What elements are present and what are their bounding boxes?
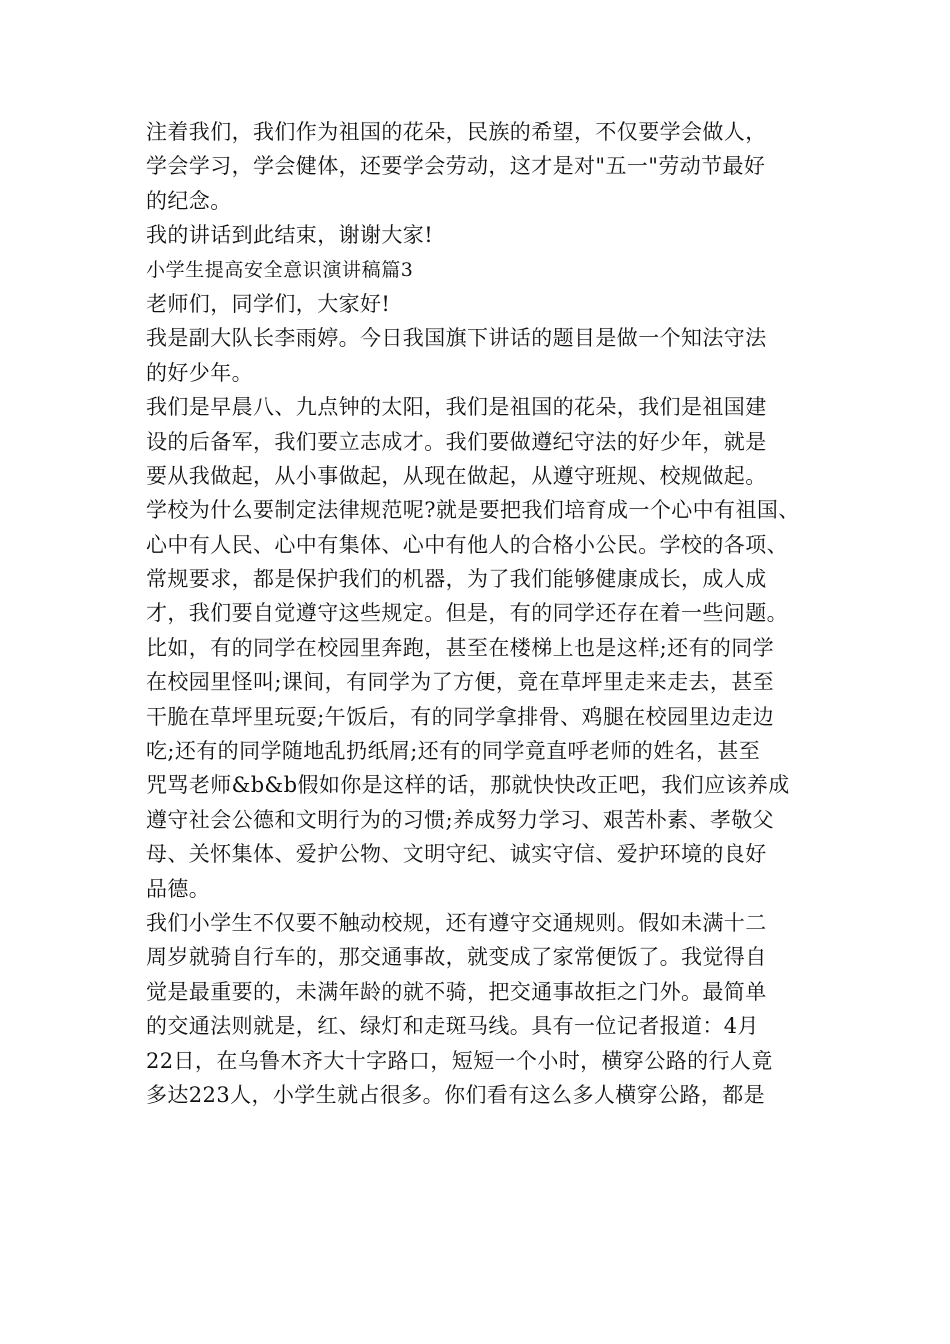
text-line: 咒骂老师&b&b假如你是这样的话，那就快快改正吧，我们应该养成 <box>146 773 790 798</box>
text-line: 常规要求，都是保护我们的机器，为了我们能够健康成长，成人成 <box>146 567 767 592</box>
document-body <box>146 115 826 1112</box>
section-heading: 小学生提高安全意识演讲稿篇3 <box>146 258 414 281</box>
text-line: 的纪念。 <box>146 188 232 213</box>
text-line: 才，我们要自觉遵守这些规定。但是，有的同学还存在着一些问题。 <box>146 601 788 626</box>
text-line: 的好少年。 <box>146 360 253 385</box>
text-line: 22日，在乌鲁木齐大十字路口，短短一个小时，横穿公路的行人竟 <box>146 1048 773 1073</box>
text-line: 心中有人民、心中有集体、心中有他人的合格小公民。学校的各项、 <box>146 532 788 557</box>
text-line: 母、关怀集体、爱护公物、文明守纪、诚实守信、爱护环境的良好 <box>146 842 767 867</box>
text-line: 我们是早晨八、九点钟的太阳，我们是祖国的花朵，我们是祖国建 <box>146 395 767 420</box>
text-line: 我的讲话到此结束，谢谢大家! <box>146 223 434 248</box>
text-line: 我是副大队长李雨婷。今日我国旗下讲话的题目是做一个知法守法 <box>146 326 767 351</box>
text-line: 设的后备军，我们要立志成才。我们要做遵纪守法的好少年，就是 <box>146 429 767 454</box>
text-line: 要从我做起，从小事做起，从现在做起，从遵守班规、校规做起。 <box>146 463 767 488</box>
text-line: 比如，有的同学在校园里奔跑，甚至在楼梯上也是这样;还有的同学 <box>146 635 775 660</box>
text-line: 遵守社会公德和文明行为的习惯;养成努力学习、艰苦朴素、孝敬父 <box>146 807 775 832</box>
text-line: 多达223人，小学生就占很多。你们看有这么多人横穿公路，都是 <box>146 1082 766 1107</box>
text-line: 在校园里怪叫;课间，有同学为了方便，竟在草坪里走来走去，甚至 <box>146 670 775 695</box>
text-line: 学校为什么要制定法律规范呢?就是要把我们培育成一个心中有祖国、 <box>146 498 800 523</box>
text-line: 吃;还有的同学随地乱扔纸屑;还有的同学竟直呼老师的姓名，甚至 <box>146 739 761 764</box>
text-line: 周岁就骑自行车的，那交通事故，就变成了家常便饭了。我觉得自 <box>146 945 767 970</box>
text-line: 干脆在草坪里玩耍;午饭后，有的同学拿排骨、鸡腿在校园里边走边 <box>146 704 775 729</box>
text-line: 学会学习，学会健体，还要学会劳动，这才是对"五一"劳动节最好 <box>146 154 766 179</box>
text-line: 注着我们，我们作为祖国的花朵，民族的希望，不仅要学会做人， <box>146 120 767 144</box>
text-line: 我们小学生不仅要不触动校规，还有遵守交通规则。假如未满十二 <box>146 910 767 935</box>
text-line: 老师们，同学们，大家好! <box>146 291 391 316</box>
text-line: 的交通法则就是，红、绿灯和走斑马线。具有一位记者报道：4月 <box>146 1014 759 1039</box>
text-line: 品德。 <box>146 876 211 901</box>
text-line: 觉是最重要的，未满年龄的就不骑，把交通事故拒之门外。最简单 <box>146 979 767 1004</box>
